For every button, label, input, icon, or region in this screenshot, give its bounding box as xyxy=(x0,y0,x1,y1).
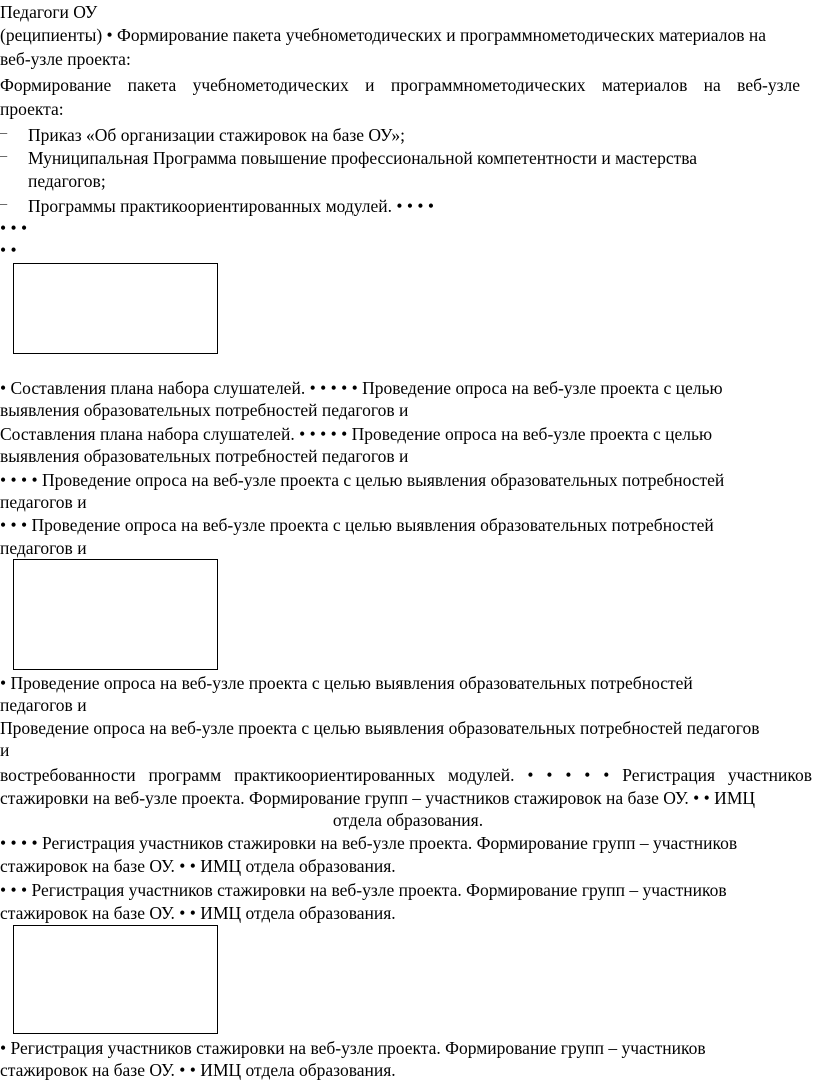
list-dash: – xyxy=(0,148,8,163)
text-line-18: • • • Проведение опроса на веб-узле проекта с целью выявления образовательных потребностей xyxy=(0,515,714,535)
list-dash: – xyxy=(0,196,8,211)
text-line-22: Проведение опроса на веб-узле проекта с целью выявления образовательных потребностей педагогов xyxy=(0,718,760,738)
text-line-29: • • • Регистрация участников стажировки на веб-узле проекта. Формирование групп – участников xyxy=(0,880,727,900)
list-item-modules: Программы практикоориентированных модулей. • • • • xyxy=(28,196,435,216)
text-line-4: Формирование пакета учебнометодических и программнометодических материалов на веб-узле xyxy=(0,75,800,95)
text-line-20: • Проведение опроса на веб-узле проекта с целью выявления образовательных потребностей xyxy=(0,673,693,693)
list-item-program-cont: педагогов; xyxy=(28,171,106,191)
text-line-28: стажировок на базе ОУ. • • ИМЦ отдела образования. xyxy=(0,856,396,876)
diagram-box-2 xyxy=(13,559,218,670)
text-line-15: выявления образовательных потребностей педагогов и xyxy=(0,446,409,466)
text-line-17: педагогов и xyxy=(0,492,87,512)
text-line-5: проекта: xyxy=(0,99,64,119)
text-line-26: отдела образования. xyxy=(332,810,484,830)
bullet-row: • • xyxy=(0,240,17,260)
text-line-3: веб-узле проекта: xyxy=(0,49,131,69)
text-line-19: педагогов и xyxy=(0,538,87,558)
text-line-1: Педагоги ОУ xyxy=(0,2,98,22)
diagram-box-1 xyxy=(13,263,218,354)
diagram-box-3 xyxy=(13,925,218,1034)
text-line-24: востребованности программ практикоориентированных модулей. • • • • • Регистрация участников xyxy=(0,765,812,785)
text-line-30: стажировок на базе ОУ. • • ИМЦ отдела образования. xyxy=(0,903,396,923)
text-line-14: Составления плана набора слушателей. • • • • • Проведение опроса на веб-узле проекта с целью xyxy=(0,424,713,444)
text-line-16: • • • • Проведение опроса на веб-узле проекта с целью выявления образовательных потребностей xyxy=(0,470,725,490)
list-dash: – xyxy=(0,125,8,140)
text-line-32: стажировок на базе ОУ. • • ИМЦ отдела образования. xyxy=(0,1060,396,1080)
text-line-12: • Составления плана набора слушателей. • • • • • Проведение опроса на веб-узле проекта с целью xyxy=(0,378,723,398)
text-line-31: • Регистрация участников стажировки на веб-узле проекта. Формирование групп – участников xyxy=(0,1038,706,1058)
text-line-21: педагогов и xyxy=(0,695,87,715)
list-item-order: Приказ «Об организации стажировок на базе ОУ»; xyxy=(28,125,405,145)
text-line-13: выявления образовательных потребностей педагогов и xyxy=(0,400,409,420)
text-line-25: стажировки на веб-узле проекта. Формирование групп – участников стажировок на базе ОУ. • • ИМЦ xyxy=(0,788,756,808)
bullet-row: • • • xyxy=(0,218,28,238)
list-item-program: Муниципальная Программа повышение профессиональной компетентности и мастерства xyxy=(28,148,698,168)
text-line-27: • • • • Регистрация участников стажировки на веб-узле проекта. Формирование групп – участников xyxy=(0,833,738,853)
text-line-2: (реципиенты) • Формирование пакета учебнометодических и программнометодических материалов на xyxy=(0,25,766,45)
text-line-23: и xyxy=(0,740,10,760)
